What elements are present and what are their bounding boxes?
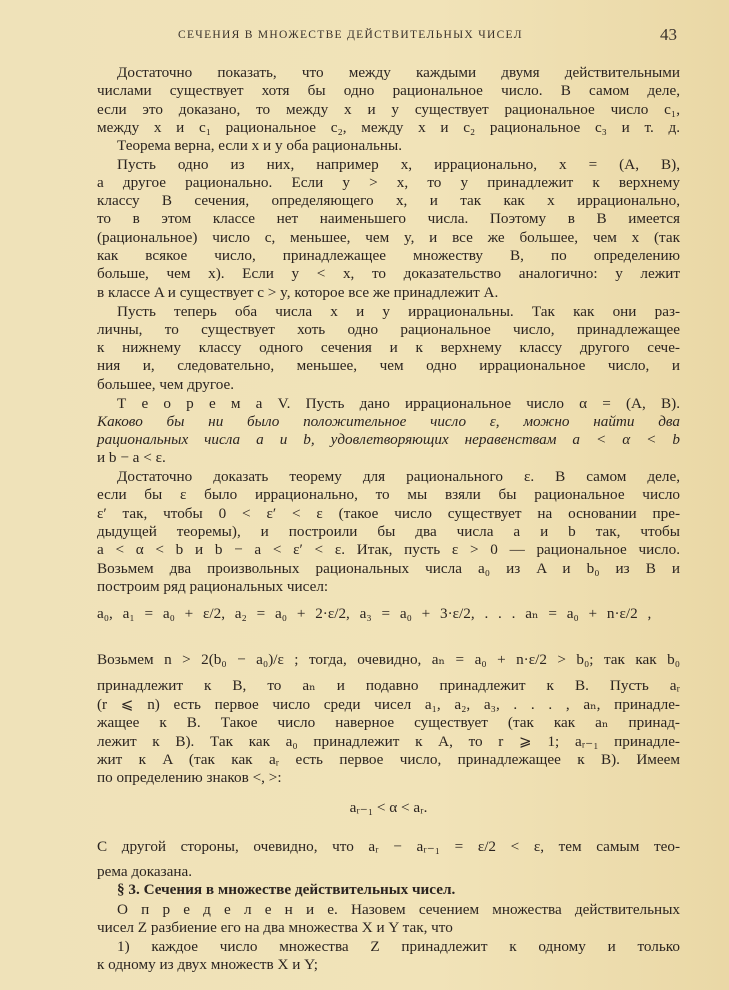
text-line: классу B сечения, определяющего x, и так как x иррационально,	[97, 192, 680, 209]
text-line: Достаточно показать, что между каждыми двумя действительными	[117, 64, 680, 81]
text-line: в классе A и существует c > y, которое все же принадлежит A.	[97, 284, 499, 301]
text-line: построим ряд рациональных чисел:	[97, 578, 329, 595]
text-line: дыдущей теоремы), и построили бы два числа a и b так, чтобы	[97, 523, 680, 540]
text-line: между x и c₁ рациональное c₂, между x и c₂ рациональное c₃ и т. д.	[97, 119, 680, 136]
text-line: жащее к B. Такое число наверное существует (так как aₙ принад-	[97, 714, 680, 731]
text-line: рема доказана.	[97, 863, 192, 880]
text-line: лежит к B). Так как a₀ принадлежит к A, то r ⩾ 1; aᵣ₋₁ принадле-	[97, 733, 680, 750]
text-line: к нижнему классу одного сечения и к верхнему классу другого сече-	[97, 339, 680, 356]
text-line: (r ⩽ n) есть первое число среди чисел a₁, a₂, a₃, . . . , aₙ, принадле-	[97, 696, 680, 713]
text-line: Возьмем два произвольных рациональных числа a₀ из A и b₀ из B и	[97, 560, 680, 577]
page-number: 43	[660, 25, 677, 44]
text-line: и b − a < ε.	[97, 449, 166, 466]
formula-sequence: a₀, a₁ = a₀ + ε/2, a₂ = a₀ + 2·ε/2, a₃ = a₀ + 3·ε/2, . . . aₙ = a₀ + n·ε/2 ,	[97, 605, 652, 622]
text-line: по определению знаков <, >:	[97, 769, 282, 786]
text-line: как всякое число, принадлежащее множеству B, по определению	[97, 247, 680, 264]
text-line: Возьмем n > 2(b₀ − a₀)/ε ; тогда, очевидно, aₙ = a₀ + n·ε/2 > b₀; так как b₀	[97, 651, 680, 668]
running-head: СЕЧЕНИЯ В МНОЖЕСТВЕ ДЕЙСТВИТЕЛЬНЫХ ЧИСЕЛ	[178, 29, 523, 41]
text-line: если это доказано, то между x и y существует рациональное число c₁,	[97, 101, 680, 118]
text-line: то в этом классе нет наименьшего числа. Поэтому в B имеется	[97, 210, 680, 227]
text-line: ε′ так, чтобы 0 < ε′ < ε (такое число существует на основании пре-	[97, 505, 680, 522]
text-line: а другое рационально. Если y > x, то y принадлежит к верхнему	[97, 174, 680, 191]
text-line: a < α < b и b − a < ε′ < ε. Итак, пусть ε > 0 — рациональное число.	[97, 541, 680, 558]
text-line: 1) каждое число множества Z принадлежит к одному и только	[117, 938, 680, 955]
formula-inequality: aᵣ₋₁ < α < aᵣ.	[349, 799, 428, 816]
text-line: к одному из двух множеств X и Y;	[97, 956, 318, 973]
text-line: числами существует хотя бы одно рациональное число. В самом деле,	[97, 82, 680, 99]
text-line: Каково бы ни было положительное число ε, можно найти два	[97, 413, 680, 430]
text-line: Пусть одно из них, например x, иррационально, x = (A, B),	[117, 156, 680, 173]
theorem-heading: Т е о р е м а V. Пусть дано иррациональное число α = (A, B).	[117, 395, 680, 412]
text-line: Пусть теперь оба числа x и y иррациональны. Так как они раз-	[117, 303, 680, 320]
text-line: жит к A (так как aᵣ есть первое число, принадлежащее к B). Имеем	[97, 751, 680, 768]
text-line: Достаточно доказать теорему для рационального ε. В самом деле,	[117, 468, 680, 485]
definition-line: О п р е д е л е н и е. Назовем сечением множества действительных	[117, 901, 680, 918]
text-line: принадлежит к B, то aₙ и подавно принадлежит к B. Пусть aᵣ	[97, 677, 680, 694]
text-line: личны, то существует хоть одно рациональное число, принадлежащее	[97, 321, 680, 338]
text-line: чисел Z разбиение его на два множества X и Y так, что	[97, 919, 453, 936]
text-line: если бы ε было иррационально, то мы взяли бы рациональное число	[97, 486, 680, 503]
text-line: рациональных числа a и b, удовлетворяющих неравенствам a < α < b	[97, 431, 680, 448]
section-heading: § 3. Сечения в множестве действительных чисел.	[117, 881, 456, 898]
text-line: (рациональное) число c, меньшее, чем y, и все же большее, чем x (так	[97, 229, 680, 246]
text-line: Теорема верна, если x и y оба рациональны.	[117, 137, 403, 154]
text-line: больше, чем x). Если y < x, то доказательство аналогично: y лежит	[97, 265, 680, 282]
text-line: большее, чем другое.	[97, 376, 235, 393]
text-line: С другой стороны, очевидно, что aᵣ − aᵣ₋₁ = ε/2 < ε, тем самым тео-	[97, 838, 680, 855]
text-line: ния и, следовательно, меньшее, чем одно иррациональное число, и	[97, 357, 680, 374]
